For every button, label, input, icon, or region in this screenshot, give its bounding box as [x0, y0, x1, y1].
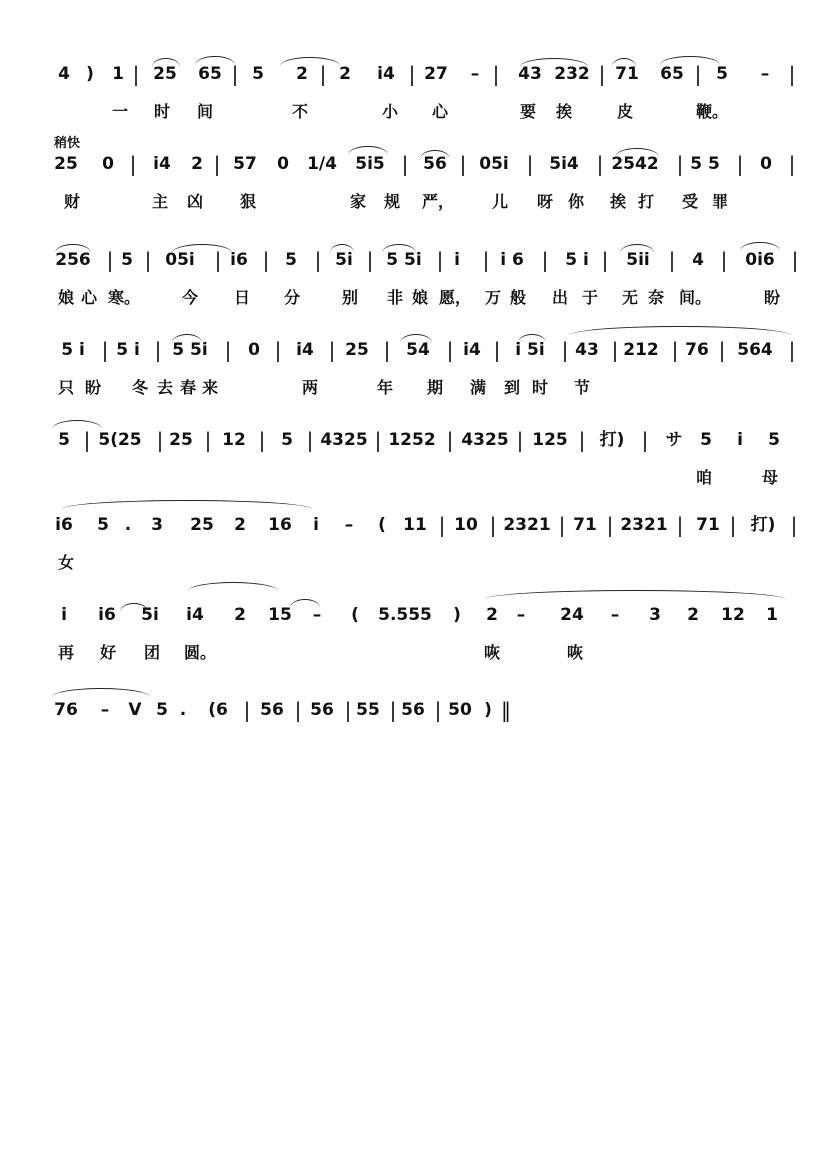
note-group: 43	[575, 340, 599, 360]
barline: |	[129, 152, 137, 176]
lyric-syllable: 家	[349, 192, 367, 211]
slur-arc	[348, 146, 388, 155]
slur-arc	[615, 148, 659, 157]
note-group: 4325	[461, 430, 509, 450]
barline: |	[374, 428, 382, 452]
note-group: 25	[169, 430, 193, 450]
barline: |	[344, 698, 352, 722]
note-group: 5i	[335, 250, 353, 270]
barline: |	[243, 698, 251, 722]
slur-arc	[620, 244, 654, 253]
note-group: .	[124, 515, 132, 535]
note-group: 2	[687, 605, 699, 625]
note-group: 5	[716, 64, 728, 84]
note-group: 05i	[479, 154, 509, 174]
note-group: 5	[156, 700, 168, 720]
lyric-syllable: 你	[567, 192, 585, 211]
note-group: 10	[454, 515, 478, 535]
barline: |	[213, 152, 221, 176]
barline: |	[438, 513, 446, 537]
barline: |	[204, 428, 212, 452]
barline: |	[641, 428, 649, 452]
slur-arc	[518, 334, 546, 343]
tempo-marking: 稍快	[54, 136, 81, 151]
barline: |	[676, 152, 684, 176]
barline: |	[408, 62, 416, 86]
barline: |	[83, 428, 91, 452]
note-group: 4	[692, 250, 704, 270]
note-group: 12	[721, 605, 745, 625]
barline: |	[366, 248, 374, 272]
barline: |	[224, 338, 232, 362]
note-group: サ	[665, 430, 683, 450]
barline: |	[144, 248, 152, 272]
note-group: i	[737, 430, 743, 450]
note-group: 5 5i	[386, 250, 422, 270]
note-group: 05i	[165, 250, 195, 270]
lyric-syllable: 小	[381, 102, 399, 121]
lyric-syllable: 不	[291, 102, 309, 121]
note-group: )	[86, 64, 94, 84]
note-group: 56	[260, 700, 284, 720]
barline: |	[319, 62, 327, 86]
lyric-syllable: 分	[283, 288, 301, 307]
barline: |	[558, 513, 566, 537]
lyric-syllable: 时	[531, 378, 549, 397]
note-group: 5	[700, 430, 712, 450]
barline: |	[736, 152, 744, 176]
lyric-syllable: 心	[431, 102, 449, 121]
note-group: 27	[424, 64, 448, 84]
note-group: 256	[55, 250, 91, 270]
lyric-syllable: 挨	[555, 102, 573, 121]
lyric-syllable: 盼	[84, 378, 102, 397]
lyric-syllable: 日	[233, 288, 251, 307]
note-group: 2	[486, 605, 498, 625]
note-group: 5 i	[565, 250, 589, 270]
lyric-syllable: 万	[484, 288, 502, 307]
barline: |	[611, 338, 619, 362]
lyric-syllable: 寒。	[107, 288, 141, 307]
note-group: i	[313, 515, 319, 535]
note-group: 2321	[620, 515, 668, 535]
note-group: 打)	[599, 430, 625, 450]
lyric-syllable: 来	[201, 378, 219, 397]
barline: |	[214, 248, 222, 272]
note-group: 65	[660, 64, 684, 84]
lyric-syllable: 皮	[616, 102, 634, 121]
phrase-slur	[62, 500, 312, 511]
note-group: 65	[198, 64, 222, 84]
barline: |	[671, 338, 679, 362]
lyric-syllable: 主	[151, 192, 169, 211]
note-group: i	[454, 250, 460, 270]
barline: |	[459, 152, 467, 176]
lyric-syllable: 满	[469, 378, 487, 397]
slur-arc	[400, 334, 432, 343]
barline: |	[231, 62, 239, 86]
note-group: 50	[448, 700, 472, 720]
lyric-syllable: 严，	[421, 192, 455, 211]
phrase-slur	[570, 326, 790, 337]
lyric-syllable: 春	[179, 378, 197, 397]
note-group: i6	[98, 605, 116, 625]
note-group: 5	[281, 430, 293, 450]
note-group: 5	[58, 430, 70, 450]
note-group: 0	[277, 154, 289, 174]
lyric-syllable: 规	[383, 192, 401, 211]
barline: |	[596, 152, 604, 176]
note-group: –	[610, 605, 620, 625]
note-group: 56	[310, 700, 334, 720]
barline: |	[294, 698, 302, 722]
note-group: 0	[102, 154, 114, 174]
slur-arc	[420, 150, 450, 159]
note-group: (	[378, 515, 386, 535]
lyric-syllable: 好	[99, 643, 117, 662]
note-group: –	[344, 515, 354, 535]
lyric-syllable: 女	[57, 553, 75, 572]
note-group: 2	[234, 515, 246, 535]
barline: |	[788, 338, 796, 362]
note-group: 5(25	[98, 430, 142, 450]
note-group: 5.555	[378, 605, 432, 625]
lyric-syllable: 间	[196, 102, 214, 121]
lyric-syllable: 般	[509, 288, 527, 307]
note-group: 5 i	[61, 340, 85, 360]
lyric-syllable: 财	[63, 192, 81, 211]
note-group: 5i	[141, 605, 159, 625]
note-group: 5ii	[626, 250, 650, 270]
lyric-syllable: 母	[761, 468, 779, 487]
note-group: (	[351, 605, 359, 625]
lyric-syllable: 出	[551, 288, 569, 307]
lyric-syllable: 无	[621, 288, 639, 307]
note-group: 2	[191, 154, 203, 174]
barline: |	[274, 338, 282, 362]
barline: |	[493, 338, 501, 362]
barline: |	[788, 152, 796, 176]
note-group: 3	[151, 515, 163, 535]
slur-arc	[152, 58, 180, 67]
lyric-syllable: 期	[426, 378, 444, 397]
phrase-slur	[52, 688, 150, 699]
lyric-syllable: 打	[637, 192, 655, 211]
barline: |	[791, 248, 799, 272]
lyric-syllable: 儿	[491, 192, 509, 211]
barline: |	[516, 428, 524, 452]
note-group: 5	[97, 515, 109, 535]
barline: |	[101, 338, 109, 362]
note-group: 1	[112, 64, 124, 84]
lyric-syllable: 咴	[566, 643, 584, 662]
note-group: i	[61, 605, 67, 625]
barline: |	[258, 428, 266, 452]
lyric-syllable: 别	[341, 288, 359, 307]
lyric-syllable: 时	[153, 102, 171, 121]
note-group: 2	[296, 64, 308, 84]
note-group: i4	[377, 64, 395, 84]
slur-arc	[612, 58, 636, 67]
note-group: 54	[406, 340, 430, 360]
barline: |	[676, 513, 684, 537]
slur-arc	[280, 57, 340, 66]
slur-arc	[740, 242, 780, 251]
note-group: V	[128, 700, 142, 720]
slur-arc	[382, 244, 416, 253]
note-group: 12	[222, 430, 246, 450]
note-group: 2	[234, 605, 246, 625]
barline: |	[306, 428, 314, 452]
note-group: 56	[401, 700, 425, 720]
note-group: –	[100, 700, 110, 720]
note-group: 57	[233, 154, 257, 174]
note-group: 5	[121, 250, 133, 270]
barline: |	[541, 248, 549, 272]
note-group: 76	[685, 340, 709, 360]
note-group: 212	[623, 340, 659, 360]
barline: ‖	[501, 698, 511, 722]
note-group: 0	[248, 340, 260, 360]
note-group: 5	[768, 430, 780, 450]
lyric-syllable: 间。	[678, 288, 712, 307]
lyric-syllable: 罪	[711, 192, 729, 211]
note-group: 5	[285, 250, 297, 270]
barline: |	[156, 428, 164, 452]
lyric-syllable: 凶	[186, 192, 204, 211]
note-group: )	[484, 700, 492, 720]
lyric-syllable: 狠	[239, 192, 257, 211]
lyric-syllable: 呀	[536, 192, 554, 211]
lyric-syllable: 心	[80, 288, 98, 307]
note-group: 25	[190, 515, 214, 535]
barline: |	[314, 248, 322, 272]
barline: |	[328, 338, 336, 362]
barline: |	[434, 698, 442, 722]
lyric-syllable: 非	[386, 288, 404, 307]
note-group: 25	[54, 154, 78, 174]
note-group: (6	[208, 700, 228, 720]
barline: |	[262, 248, 270, 272]
barline: |	[401, 152, 409, 176]
note-group: i6	[230, 250, 248, 270]
slur-arc	[55, 244, 91, 253]
note-group: 55	[356, 700, 380, 720]
barline: |	[729, 513, 737, 537]
barline: |	[389, 698, 397, 722]
barline: |	[606, 513, 614, 537]
note-group: 1252	[388, 430, 436, 450]
lyric-syllable: 节	[573, 378, 591, 397]
note-group: 564	[737, 340, 773, 360]
barline: |	[526, 152, 534, 176]
phrase-slur	[485, 590, 785, 601]
note-group: 11	[403, 515, 427, 535]
lyric-syllable: 挨	[609, 192, 627, 211]
lyric-syllable: 于	[581, 288, 599, 307]
note-group: 5i5	[355, 154, 385, 174]
note-group: 232	[554, 64, 590, 84]
note-group: –	[312, 605, 322, 625]
note-group: i4	[463, 340, 481, 360]
note-group: 2321	[503, 515, 551, 535]
note-group: )	[453, 605, 461, 625]
barline: |	[788, 62, 796, 86]
note-group: 56	[423, 154, 447, 174]
note-group: 0i6	[745, 250, 775, 270]
note-group: 5	[252, 64, 264, 84]
note-group: i 5i	[515, 340, 545, 360]
lyric-syllable: 鞭。	[695, 102, 729, 121]
lyric-syllable: 娘	[411, 288, 429, 307]
note-group: i6	[55, 515, 73, 535]
note-group: 71	[573, 515, 597, 535]
lyric-syllable: 愿，	[438, 288, 472, 307]
lyric-syllable: 一	[111, 102, 129, 121]
slur-arc	[290, 599, 320, 608]
note-group: i4	[153, 154, 171, 174]
slur-arc	[172, 244, 232, 253]
slur-arc	[660, 56, 720, 65]
note-group: 71	[696, 515, 720, 535]
lyric-syllable: 奈	[647, 288, 665, 307]
lyric-syllable: 要	[519, 102, 537, 121]
note-group: –	[760, 64, 770, 84]
lyric-syllable: 去	[156, 378, 174, 397]
barline: |	[720, 248, 728, 272]
note-group: 25	[345, 340, 369, 360]
barline: |	[601, 248, 609, 272]
barline: |	[578, 428, 586, 452]
barline: |	[106, 248, 114, 272]
note-group: 2	[339, 64, 351, 84]
note-group: 5i4	[549, 154, 579, 174]
slur-arc	[172, 334, 202, 343]
note-group: 4325	[320, 430, 368, 450]
note-group: –	[516, 605, 526, 625]
barline: |	[482, 248, 490, 272]
note-group: 5 5i	[172, 340, 208, 360]
note-group: i4	[186, 605, 204, 625]
barline: |	[668, 248, 676, 272]
lyric-syllable: 团	[143, 643, 161, 662]
note-group: 5 5	[690, 154, 720, 174]
lyric-syllable: 只	[57, 378, 75, 397]
note-group: 2542	[611, 154, 659, 174]
barline: |	[492, 62, 500, 86]
barline: |	[489, 513, 497, 537]
barline: |	[383, 338, 391, 362]
barline: |	[790, 513, 798, 537]
slur-arc	[520, 58, 588, 67]
note-group: 16	[268, 515, 292, 535]
barline: |	[718, 338, 726, 362]
lyric-syllable: 再	[57, 643, 75, 662]
note-group: 125	[532, 430, 568, 450]
lyric-syllable: 盼	[763, 288, 781, 307]
note-group: 76	[54, 700, 78, 720]
barline: |	[132, 62, 140, 86]
lyric-syllable: 娘	[57, 288, 75, 307]
lyric-syllable: 咱	[695, 468, 713, 487]
barline: |	[598, 62, 606, 86]
lyric-syllable: 冬	[131, 378, 149, 397]
note-group: i4	[296, 340, 314, 360]
barline: |	[694, 62, 702, 86]
note-group: 43	[518, 64, 542, 84]
lyric-syllable: 咴	[483, 643, 501, 662]
barline: |	[154, 338, 162, 362]
phrase-slur	[188, 582, 278, 593]
slur-arc	[195, 56, 235, 65]
lyric-syllable: 两	[301, 378, 319, 397]
lyric-syllable: 年	[376, 378, 394, 397]
barline: |	[561, 338, 569, 362]
slur-arc	[330, 244, 354, 253]
note-group: 4	[58, 64, 70, 84]
barline: |	[446, 428, 454, 452]
note-group: 打)	[750, 515, 776, 535]
note-group: 24	[560, 605, 584, 625]
note-group: 3	[649, 605, 661, 625]
lyric-syllable: 受	[681, 192, 699, 211]
note-group: 71	[615, 64, 639, 84]
note-group: 1	[766, 605, 778, 625]
note-group: 1/4	[307, 154, 337, 174]
barline: |	[436, 248, 444, 272]
barline: |	[446, 338, 454, 362]
note-group: i 6	[500, 250, 524, 270]
note-group: 15	[268, 605, 292, 625]
phrase-slur	[52, 420, 102, 431]
lyric-syllable: 到	[503, 378, 521, 397]
lyric-syllable: 圆。	[183, 643, 217, 662]
note-group: 5 i	[116, 340, 140, 360]
note-group: .	[179, 700, 187, 720]
note-group: –	[470, 64, 480, 84]
lyric-syllable: 今	[181, 288, 199, 307]
note-group: 0	[760, 154, 772, 174]
note-group: 25	[153, 64, 177, 84]
